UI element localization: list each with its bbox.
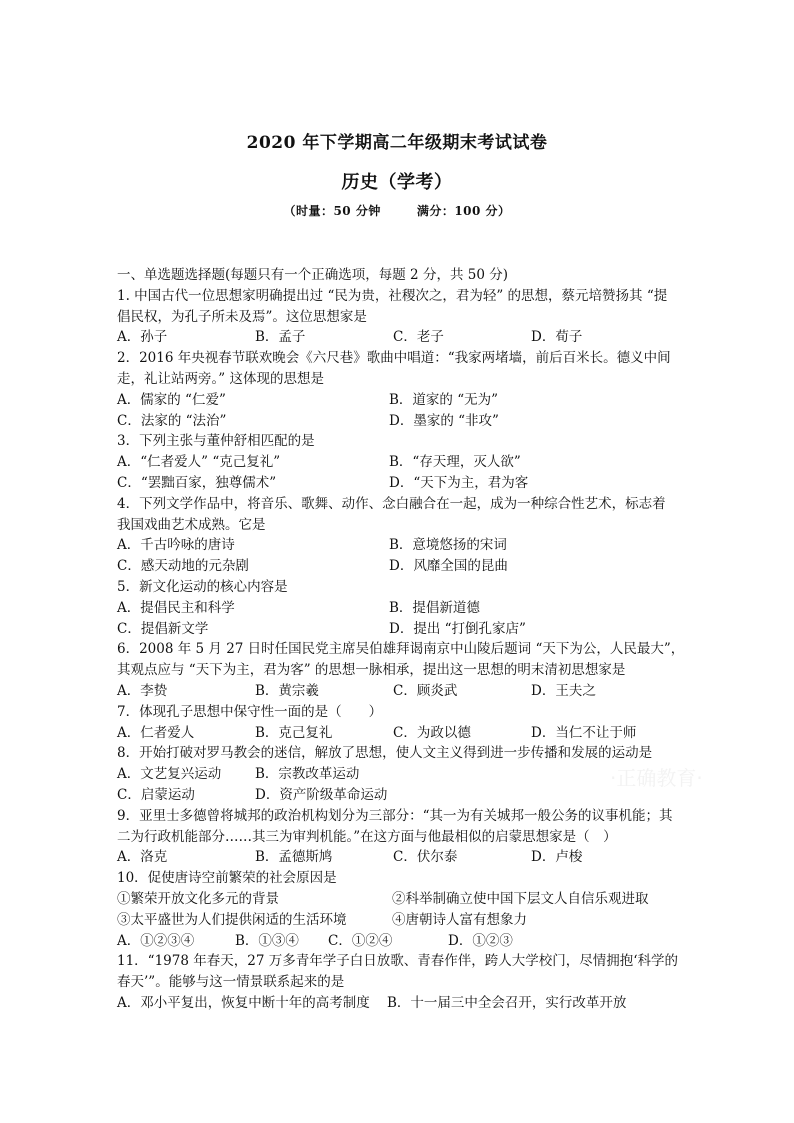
- question-stem: 4．下列文学作品中，将音乐、歌舞、动作、念白融合在一起，成为一种综合性艺术，标志着: [117, 495, 666, 512]
- section-heading: 一、单选题选择题(每题只有一个正确选项，每题 2 分，共 50 分): [117, 267, 508, 283]
- option: A．李贽: [117, 682, 168, 699]
- option: D．当仁不让于师: [531, 724, 637, 741]
- option: A．洛克: [117, 849, 168, 866]
- option: A．提倡民主和科学: [117, 599, 235, 616]
- list-item: ①繁荣开放文化多元的背景: [117, 890, 279, 907]
- question-stem: 倡民权，为孔子所未及焉”。这位思想家是: [117, 308, 367, 325]
- subject-title: 历史（学考）: [341, 172, 453, 193]
- option: D．墨家的 “非攻”: [389, 412, 499, 429]
- option: C．顾炎武: [393, 682, 458, 699]
- question-stem: 3．下列主张与董仲舒相匹配的是: [117, 433, 315, 450]
- question-stem: 走，礼让站两旁。” 这体现的思想是: [117, 370, 324, 387]
- watermark: ·正确教育·: [610, 766, 703, 790]
- options-row: [117, 411, 682, 432]
- option: C．法家的 “法治”: [117, 412, 227, 429]
- options-row: [117, 473, 682, 494]
- question-stem: 我国戏曲艺术成熟。它是: [117, 516, 266, 533]
- time-limit: （时量：50 分钟: [283, 204, 381, 218]
- options-row: [117, 598, 682, 619]
- exam-title: 2020 年下学期高二年级期末考试试卷: [246, 133, 548, 153]
- option: A．孙子: [117, 329, 168, 346]
- option: A．儒家的 “仁爱”: [117, 391, 226, 408]
- option: B．提倡新道德: [389, 599, 480, 616]
- question-stem: 二为行政机能部分……其三为审判机能。”在这方面与他最相似的启蒙思想家是（ ）: [117, 828, 617, 845]
- option: D．提出 “打倒孔家店”: [389, 620, 526, 637]
- option: A．仁者爱人: [117, 724, 195, 741]
- question-stem: 其观点应与 “天下为主，君为客” 的思想一脉相承，提出这一思想的明末清初思想家是: [117, 662, 626, 679]
- option: A．①②③④: [117, 932, 195, 949]
- list-item: ③太平盛世为人们提供闲适的生活环境: [117, 911, 347, 928]
- options-row: [117, 556, 682, 577]
- options-row: [117, 764, 682, 785]
- options-row: [117, 681, 682, 702]
- option: B．克己复礼: [255, 724, 333, 741]
- options-row: [117, 390, 682, 411]
- option: A．邓小平复出，恢复中断十年的高考制度: [117, 994, 370, 1011]
- option: C．①②④: [328, 932, 393, 949]
- options-row: [117, 452, 682, 473]
- option: C．为政以德: [393, 724, 471, 741]
- list-item: ④唐朝诗人富有想象力: [392, 911, 527, 928]
- option: B．①③④: [235, 932, 299, 949]
- options-row: [117, 785, 682, 806]
- question-stem: 6．2008 年 5 月 27 日时任国民党主席吴伯雄拜谒南京中山陵后题词 “天下为公，人民最大”，: [117, 641, 685, 658]
- option: A．千古吟咏的唐诗: [117, 537, 235, 554]
- option: C．“罢黜百家，独尊儒术”: [117, 474, 277, 491]
- options-row: [117, 619, 682, 640]
- question-stem: 8．开始打破对罗马教会的迷信，解放了思想，使人文主义得到进一步传播和发展的运动是: [117, 745, 653, 762]
- option: B．十一届三中全会召开，实行改革开放: [387, 994, 627, 1011]
- option: C．提倡新文学: [117, 620, 209, 637]
- option: B．意境悠扬的宋词: [389, 537, 507, 554]
- option: B．孟子: [255, 329, 306, 346]
- options-row: [117, 535, 682, 556]
- option: A．“仁者爱人” “克己复礼”: [117, 454, 281, 471]
- items-row: [117, 910, 682, 931]
- option: B．孟德斯鸠: [255, 849, 333, 866]
- question-stem: 春天’”。能够与这一情景联系起来的是: [117, 974, 345, 991]
- option: D．“天下为主，君为客: [389, 474, 529, 491]
- question-stem: 1. 中国古代一位思想家明确提出过 “民为贵，社稷次之，君为轻” 的思想，蔡元培赞扬其 “提: [117, 287, 668, 304]
- options-row: [117, 327, 682, 348]
- option: D．王夫之: [531, 682, 596, 699]
- question-stem: 2．2016 年央视春节联欢晚会《六尺巷》歌曲中唱道：“我家两堵墙，前后百米长。德义中间: [117, 350, 671, 367]
- option: B．黄宗羲: [255, 682, 319, 699]
- question-stem: 5．新文化运动的核心内容是: [117, 578, 288, 595]
- option: C．伏尔泰: [393, 849, 458, 866]
- option: D．卢梭: [531, 849, 583, 866]
- option: D．资产阶级革命运动: [255, 786, 388, 803]
- full-score: 满分：100 分）: [416, 204, 511, 218]
- items-row: [117, 889, 682, 910]
- options-row: [117, 993, 682, 1014]
- option: C．老子: [393, 329, 444, 346]
- options-row: [117, 931, 682, 952]
- option: B．宗教改革运动: [255, 766, 360, 783]
- options-row: [117, 723, 682, 744]
- question-stem: 10．促使唐诗空前繁荣的社会原因是: [117, 870, 337, 887]
- question-stem: 9．亚里士多德曾将城邦的政治机构划分为三部分：“其一为有关城邦一般公务的议事机能；其: [117, 807, 673, 824]
- option: D．风靡全国的昆曲: [389, 558, 508, 575]
- options-row: [117, 847, 682, 868]
- option: D．①②③: [448, 932, 513, 949]
- question-list: [117, 265, 685, 1014]
- option: D．荀子: [531, 329, 583, 346]
- question-stem: 7．体现孔子思想中保守性一面的是（ ）: [117, 703, 383, 720]
- list-item: ②科举制确立使中国下层文人自信乐观进取: [392, 890, 649, 907]
- option: B．道家的 “无为”: [389, 391, 499, 408]
- option: C．感天动地的元杂剧: [117, 558, 249, 575]
- option: C．启蒙运动: [117, 786, 195, 803]
- option: A．文艺复兴运动: [117, 766, 222, 783]
- question-stem: 11．“1978 年春天，27 万多青年学子白日放歌、青春作伴，跨人大学校门，尽情拥抱‘科学的: [117, 953, 678, 970]
- exam-meta: [0, 202, 794, 219]
- option: B．“存天理，灭人欲”: [389, 454, 521, 471]
